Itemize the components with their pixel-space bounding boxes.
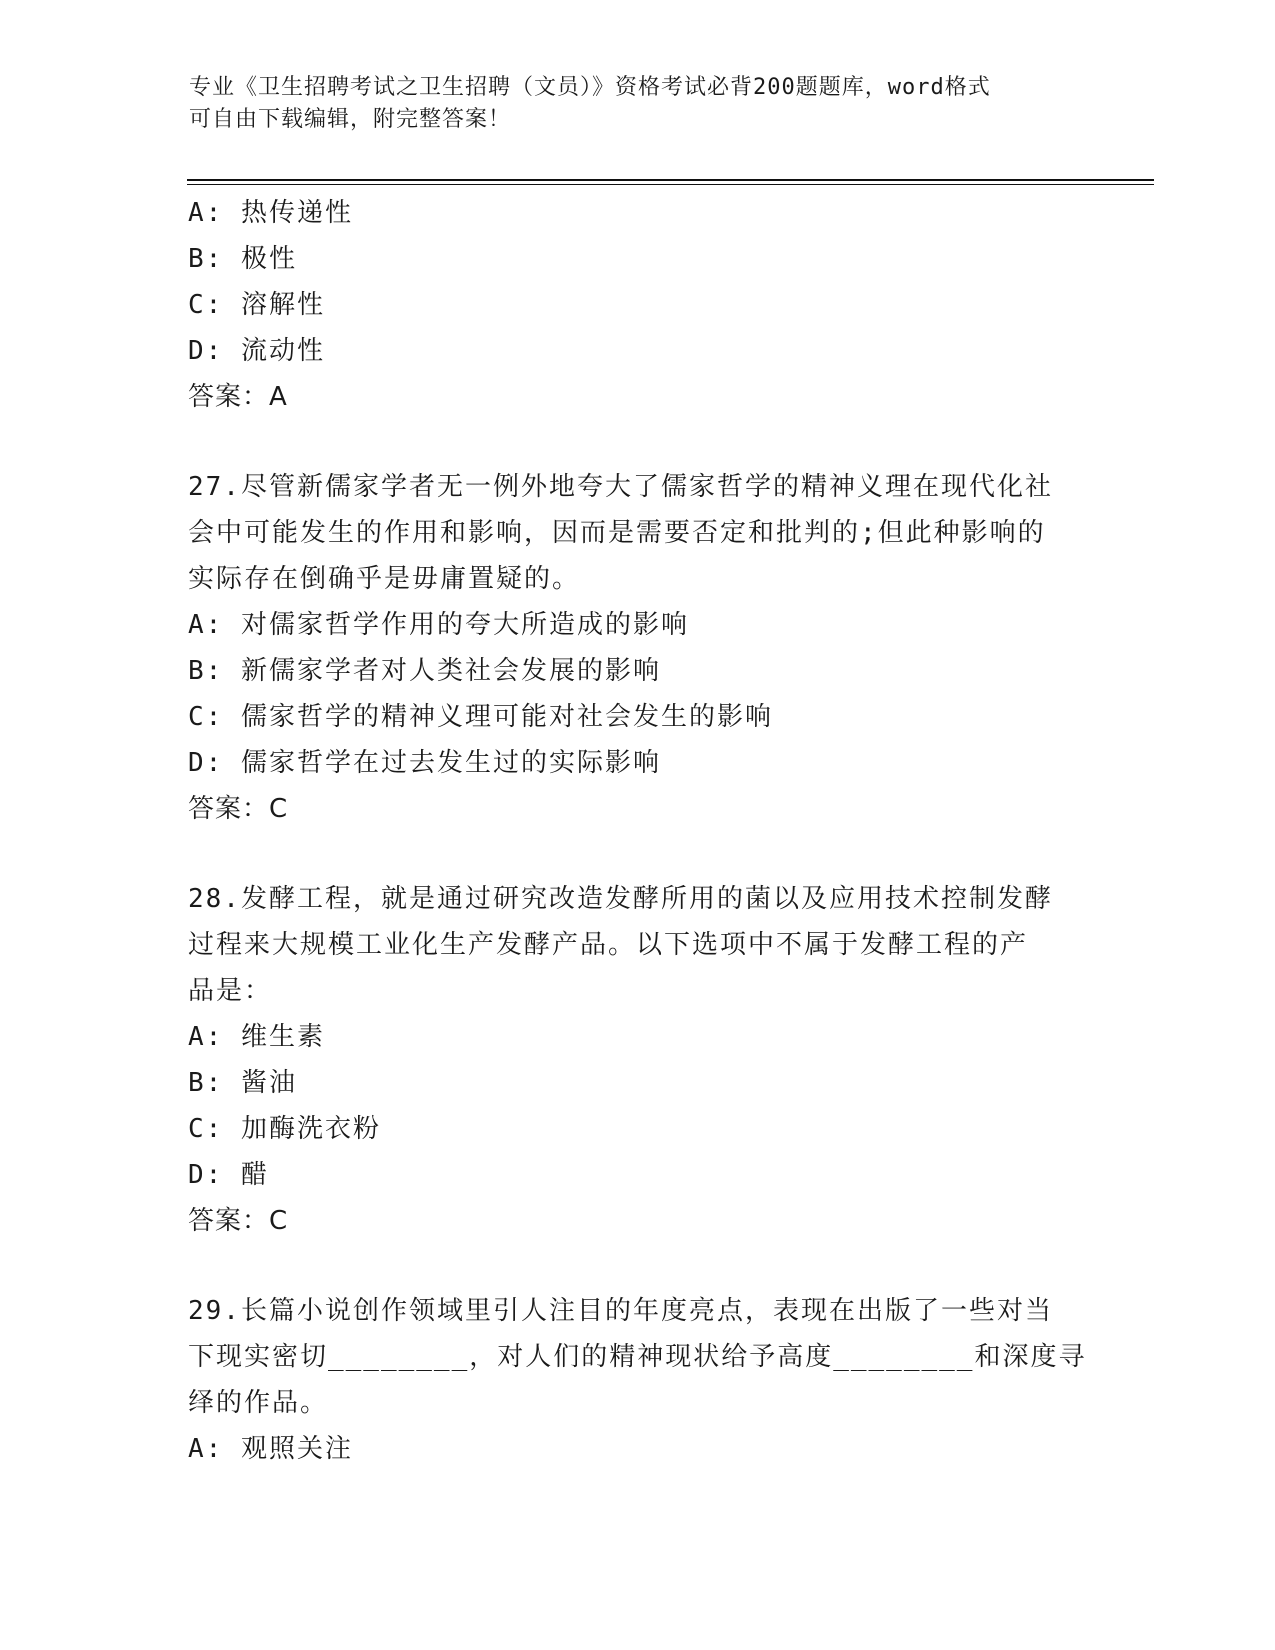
option-b: B: 酱油 [188,1068,297,1098]
option-c: C: 加酶洗衣粉 [188,1114,381,1144]
option-a: A: 维生素 [188,1022,325,1052]
option-b: B: 新儒家学者对人类社会发展的影响 [188,656,661,686]
question-text-line: 实际存在倒确乎是毋庸置疑的。 [188,564,581,594]
option-a: A: 对儒家哲学作用的夸大所造成的影响 [188,610,689,640]
question-26 [188,190,1088,420]
option-d: D: 醋 [188,1160,269,1190]
option-a: A: 热传递性 [188,198,353,228]
question-27 [188,464,1088,832]
question-text-line: 27.尽管新儒家学者无一例外地夸大了儒家哲学的精神义理在现代化社 [188,472,1053,502]
header-divider-thin [187,184,1154,185]
answer-line: 答案：C [188,794,289,824]
question-text-line: 29.长篇小说创作领域里引人注目的年度亮点，表现在出版了一些对当 [188,1296,1053,1326]
question-text-line: 下现实密切________，对人们的精神现状给予高度________和深度寻 [188,1342,1087,1372]
question-text-line: 品是： [188,976,273,1006]
spacer [188,1244,1088,1288]
question-text-line: 会中可能发生的作用和影响，因而是需要否定和批判的;但此种影响的 [188,518,1046,548]
question-29 [188,1288,1088,1472]
question-text-line: 绎的作品。 [188,1388,329,1418]
option-c: C: 儒家哲学的精神义理可能对社会发生的影响 [188,702,773,732]
question-28 [188,876,1088,1244]
header-divider-thick [187,179,1154,181]
option-d: D: 流动性 [188,336,325,366]
option-c: C: 溶解性 [188,290,325,320]
header-line-2: 可自由下载编辑，附完整答案！ [189,107,512,132]
question-text-line: 28.发酵工程，就是通过研究改造发酵所用的菌以及应用技术控制发酵 [188,884,1053,914]
spacer [188,420,1088,464]
header-line-1: 专业《卫生招聘考试之卫生招聘（文员）》资格考试必背200题题库，word格式 [189,75,991,100]
option-b: B: 极性 [188,244,297,274]
document-header [189,72,1069,136]
question-content [188,190,1088,1472]
question-text-line: 过程来大规模工业化生产发酵产品。以下选项中不属于发酵工程的产 [188,930,1029,960]
spacer [188,832,1088,876]
option-a: A: 观照关注 [188,1434,353,1464]
answer-line: 答案：A [188,382,288,412]
answer-line: 答案：C [188,1206,289,1236]
option-d: D: 儒家哲学在过去发生过的实际影响 [188,748,661,778]
